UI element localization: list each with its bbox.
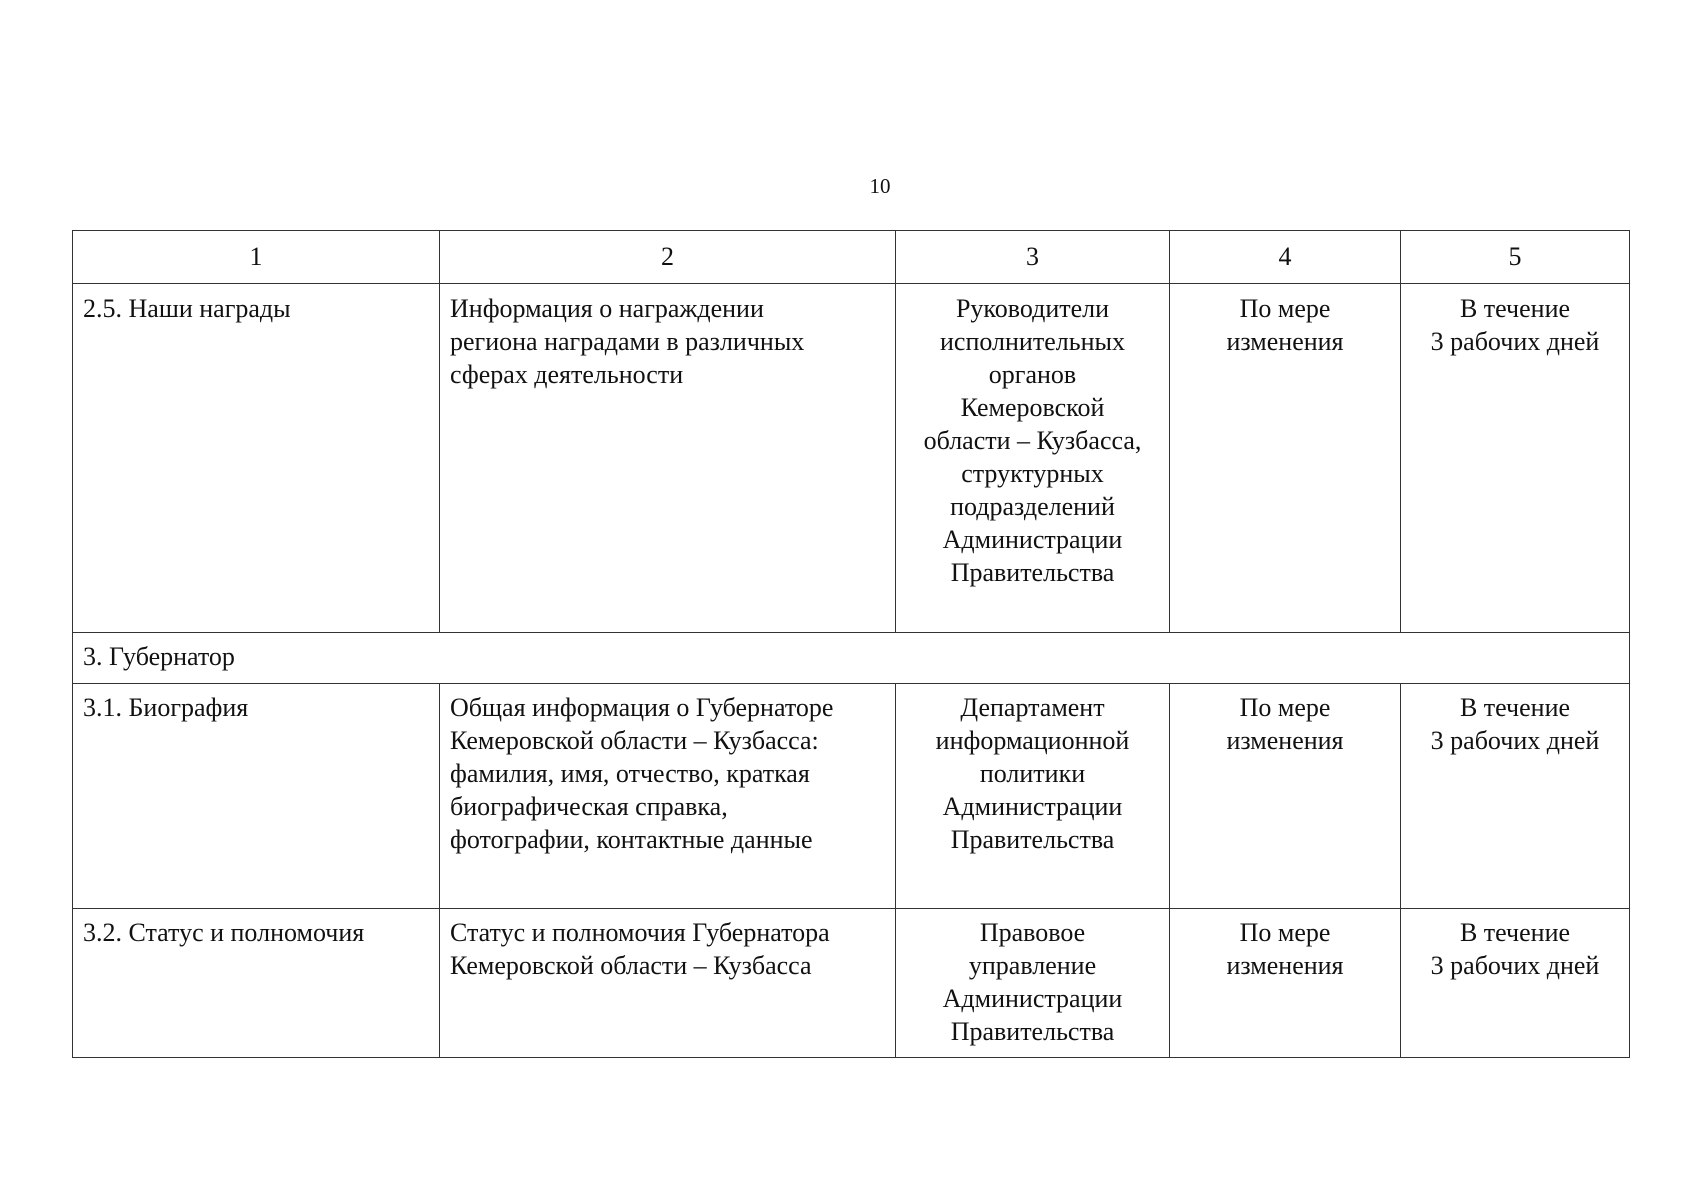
text-line: Правительства	[950, 1017, 1115, 1046]
text-line: В течение	[1459, 693, 1571, 722]
text-line: 3 рабочих дней	[1430, 327, 1600, 356]
page-number: 10	[869, 174, 891, 198]
text-line: органов	[988, 360, 1077, 389]
text-line: сферах деятельности	[450, 360, 684, 389]
responsible-cell	[896, 684, 1170, 909]
table-row	[73, 284, 1630, 633]
column-number-header: 1	[73, 231, 440, 284]
responsible-cell	[896, 909, 1170, 1058]
text-line: Администрации	[942, 984, 1123, 1013]
column-number-header: 5	[1401, 231, 1630, 284]
text-line: исполнительных	[940, 327, 1125, 356]
text-line: 3 рабочих дней	[1430, 726, 1600, 755]
text-line: региона наградами в различных	[450, 327, 805, 356]
section-title-cell: 3.2. Статус и полномочия	[73, 909, 440, 1058]
text-line: Общая информация о Губернаторе	[450, 693, 834, 722]
text-line: 3 рабочих дней	[1430, 951, 1600, 980]
text-line: Кемеровской	[960, 393, 1105, 422]
section-title-cell: 2.5. Наши награды	[73, 284, 440, 633]
text-line: изменения	[1226, 951, 1344, 980]
column-number-header: 2	[440, 231, 896, 284]
section-heading-cell: 3. Губернатор	[73, 633, 1630, 684]
text-line: По мере	[1239, 693, 1331, 722]
text-line: подразделений	[950, 492, 1115, 521]
update-frequency-cell	[1170, 684, 1401, 909]
update-frequency-cell	[1170, 909, 1401, 1058]
text-line: Администрации	[942, 792, 1123, 821]
text-line: Правовое	[979, 918, 1086, 947]
text-line: информационной	[935, 726, 1130, 755]
text-line: структурных	[961, 459, 1104, 488]
document-table	[72, 230, 1630, 1058]
text-line: Кемеровской области – Кузбасса:	[450, 726, 819, 755]
text-line: Статус и полномочия Губернатора	[450, 918, 830, 947]
text-line: Руководители	[955, 294, 1110, 323]
table-row	[73, 684, 1630, 909]
text-line: По мере	[1239, 918, 1331, 947]
text-line: Информация о награждении	[450, 294, 764, 323]
text-line: Департамент	[960, 693, 1105, 722]
section-title-cell: 3.1. Биография	[73, 684, 440, 909]
text-line: В течение	[1459, 294, 1571, 323]
text-line: управление	[968, 951, 1097, 980]
responsible-cell	[896, 284, 1170, 633]
table-header-row	[73, 231, 1630, 284]
update-frequency-cell	[1170, 284, 1401, 633]
table-row	[73, 909, 1630, 1058]
text-line: Кемеровской области – Кузбасса	[450, 951, 812, 980]
text-line: Администрации	[942, 525, 1123, 554]
text-line: По мере	[1239, 294, 1331, 323]
content-description-cell	[440, 909, 896, 1058]
content-description-cell	[440, 684, 896, 909]
text-line: изменения	[1226, 327, 1344, 356]
table-section-row	[73, 633, 1630, 684]
text-line: фотографии, контактные данные	[450, 825, 813, 854]
deadline-cell	[1401, 284, 1630, 633]
content-description-cell	[440, 284, 896, 633]
text-line: политики	[979, 759, 1086, 788]
text-line: Правительства	[950, 825, 1115, 854]
text-line: Правительства	[950, 558, 1115, 587]
deadline-cell	[1401, 684, 1630, 909]
text-line: изменения	[1226, 726, 1344, 755]
text-line: биографическая справка,	[450, 792, 728, 821]
text-line: фамилия, имя, отчество, краткая	[450, 759, 810, 788]
column-number-header: 3	[896, 231, 1170, 284]
text-line: области – Кузбасса,	[923, 426, 1142, 455]
text-line: В течение	[1459, 918, 1571, 947]
column-number-header: 4	[1170, 231, 1401, 284]
deadline-cell	[1401, 909, 1630, 1058]
